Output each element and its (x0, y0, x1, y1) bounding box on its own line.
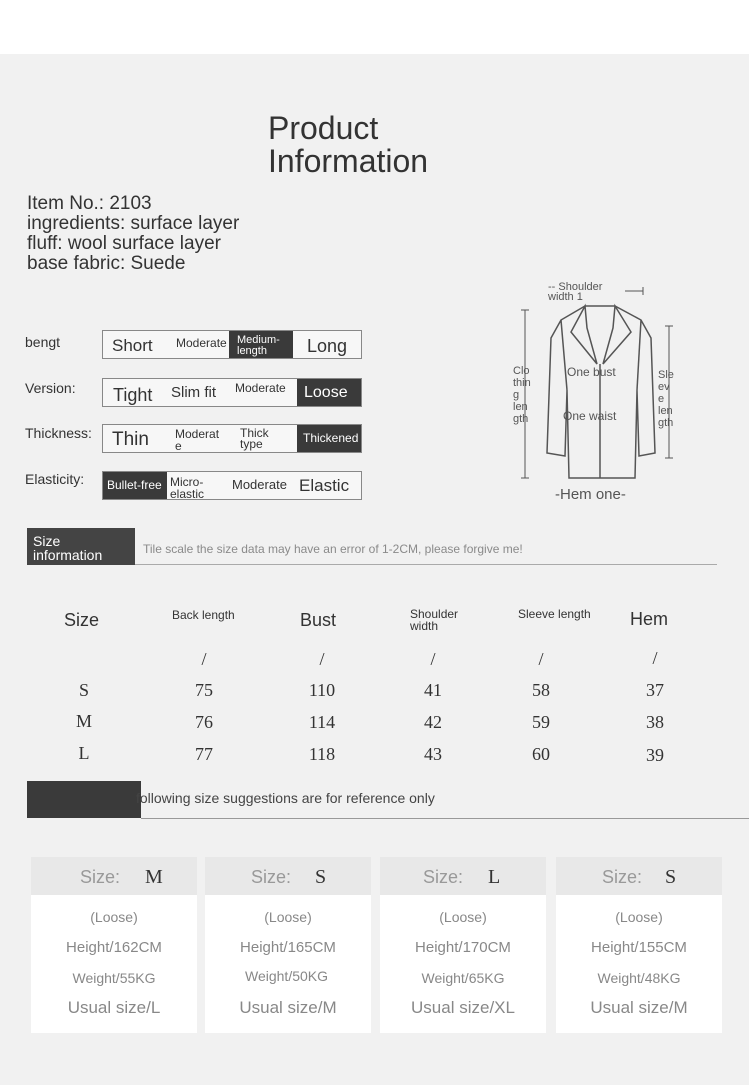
elasticity-option-bullet-free: Bullet-free (103, 472, 167, 499)
card-header (205, 857, 371, 895)
coat-measurement-diagram (505, 278, 685, 508)
unit-cell: / (652, 648, 658, 668)
card-header (380, 857, 546, 895)
card-header (556, 857, 722, 895)
card-size-value: S (665, 866, 677, 888)
ingredients: ingredients: surface layer (27, 213, 240, 234)
hem-label: -Hem one- (555, 486, 626, 503)
row-l-bust: 118 (308, 744, 336, 764)
header-hem: Hem (630, 609, 669, 629)
suggestion-card (31, 857, 197, 1033)
card-height: Height/162CM (66, 939, 162, 956)
svg-text:len: len (658, 405, 673, 417)
card-weight: Weight/48KG (597, 970, 681, 986)
row-s-size: S (78, 680, 89, 700)
card-usual-size: Usual size/M (590, 998, 688, 1017)
row-l-sleeve: 60 (532, 744, 550, 764)
thickness-option-moderate: Moderate (175, 427, 220, 452)
row-m-bust: 114 (308, 712, 336, 732)
header-shoulder-width: Shoulder width (410, 607, 459, 633)
card-size-label: Size: (251, 867, 292, 887)
unit-cell: / (430, 649, 436, 669)
length-option-long: Long (307, 336, 348, 356)
version-option-loose: Loose (297, 379, 361, 406)
unit-cell: / (538, 649, 544, 669)
size-error-note: Tile scale the size data may have an error of 1-2CM, please forgive me! (143, 542, 523, 556)
length-option-moderate: Moderate (176, 336, 227, 350)
svg-text:len: len (513, 401, 528, 413)
card-usual-size: Usual size/M (239, 998, 337, 1017)
header-bust: Bust (300, 610, 337, 630)
header-size: Size (64, 610, 100, 630)
attr-label-thickness: Thickness: (25, 425, 92, 441)
thickness-option-thick: Thick type (240, 426, 269, 451)
row-l-shoulder: 43 (424, 744, 442, 764)
card-weight: Weight/50KG (245, 968, 329, 984)
card-header (31, 857, 197, 895)
version-option-tight: Tight (113, 385, 153, 405)
card-usual-size: Usual size/L (67, 998, 161, 1017)
card-fit: (Loose) (264, 909, 312, 925)
version-option-moderate: Moderate (235, 381, 286, 395)
version-scale (102, 378, 362, 407)
svg-text:gth: gth (513, 413, 529, 425)
card-size-value: L (488, 866, 501, 888)
thickness-scale (102, 424, 362, 453)
length-option-medium: Medium-length (229, 331, 293, 358)
svg-text:gth: gth (658, 417, 674, 429)
title-line-2: Information (268, 143, 429, 179)
attr-label-elasticity: Elasticity: (25, 471, 85, 487)
thickness-option-thickened: Thickened (297, 425, 361, 452)
row-m-back: 76 (195, 712, 213, 732)
suggestion-note: following size suggestions are for reference only (136, 790, 435, 806)
card-height: Height/165CM (240, 939, 336, 956)
card-height: Height/155CM (591, 939, 687, 956)
header-sleeve-length: Sleeve length (518, 607, 591, 621)
size-information-badge: Size information (27, 528, 135, 565)
card-height: Height/170CM (415, 939, 511, 956)
shoulder-width-label: -- Shoulder (548, 281, 603, 293)
waist-label: One waist (563, 409, 617, 423)
card-size-label: Size: (602, 867, 643, 887)
sleeve-length-label: Sle (658, 369, 674, 381)
row-m-sleeve: 59 (532, 712, 550, 732)
card-usual-size: Usual size/XL (411, 998, 515, 1017)
card-size-label: Size: (423, 867, 464, 887)
suggestion-card (380, 857, 546, 1033)
thickness-option-thin: Thin (112, 429, 149, 450)
unit-cell: / (201, 649, 207, 669)
card-fit: (Loose) (439, 909, 487, 925)
divider (135, 564, 717, 565)
product-info-panel (0, 54, 749, 1085)
card-weight: Weight/55KG (72, 970, 156, 986)
svg-text:thin: thin (513, 377, 531, 389)
attr-label-length: bengt (25, 334, 61, 350)
svg-text:g: g (513, 389, 520, 401)
row-s-sleeve: 58 (532, 680, 550, 700)
bust-label: One bust (567, 365, 616, 379)
item-number: Item No.: 2103 (27, 193, 152, 214)
row-s-hem: 37 (646, 680, 664, 700)
card-size-label: Size: (80, 867, 121, 887)
svg-text:e: e (658, 393, 665, 405)
attr-label-version: Version: (25, 380, 76, 396)
base-fabric: base fabric: Suede (27, 253, 186, 274)
title-line-1: Product (268, 110, 379, 146)
row-s-back: 75 (195, 680, 213, 700)
fluff: fluff: wool surface layer (27, 233, 221, 254)
elasticity-scale (102, 471, 362, 500)
elasticity-option-moderate: Moderate (232, 477, 287, 492)
card-size-value: M (145, 866, 163, 888)
divider (141, 818, 749, 819)
row-s-shoulder: 41 (424, 680, 442, 700)
card-fit: (Loose) (615, 909, 663, 925)
clothing-length-label: Clo (513, 365, 530, 377)
version-option-slim: Slim fit (171, 384, 216, 401)
card-weight: Weight/65KG (421, 970, 505, 986)
row-m-hem: 38 (646, 712, 664, 732)
unit-cell: / (319, 649, 325, 669)
header-back-length: Back length (172, 608, 235, 622)
svg-text:width 1: width 1 (548, 291, 583, 303)
row-l-hem: 39 (646, 745, 664, 765)
suggestion-badge (27, 781, 141, 818)
length-option-short: Short (112, 336, 153, 355)
row-s-bust: 110 (308, 680, 336, 700)
svg-text:ev: ev (658, 381, 670, 393)
row-l-back: 77 (195, 744, 213, 764)
card-fit: (Loose) (90, 909, 138, 925)
product-info-list (27, 194, 239, 274)
elasticity-option-micro: Micro-elastic (170, 475, 205, 499)
row-m-shoulder: 42 (424, 712, 442, 732)
row-m-size: M (75, 711, 92, 731)
row-l-size: L (78, 743, 90, 763)
card-size-value: S (315, 866, 327, 888)
suggestion-card (205, 857, 371, 1033)
suggestion-card (556, 857, 722, 1033)
page-title (268, 112, 528, 178)
length-scale (102, 330, 362, 359)
elasticity-option-elastic: Elastic (299, 476, 350, 495)
